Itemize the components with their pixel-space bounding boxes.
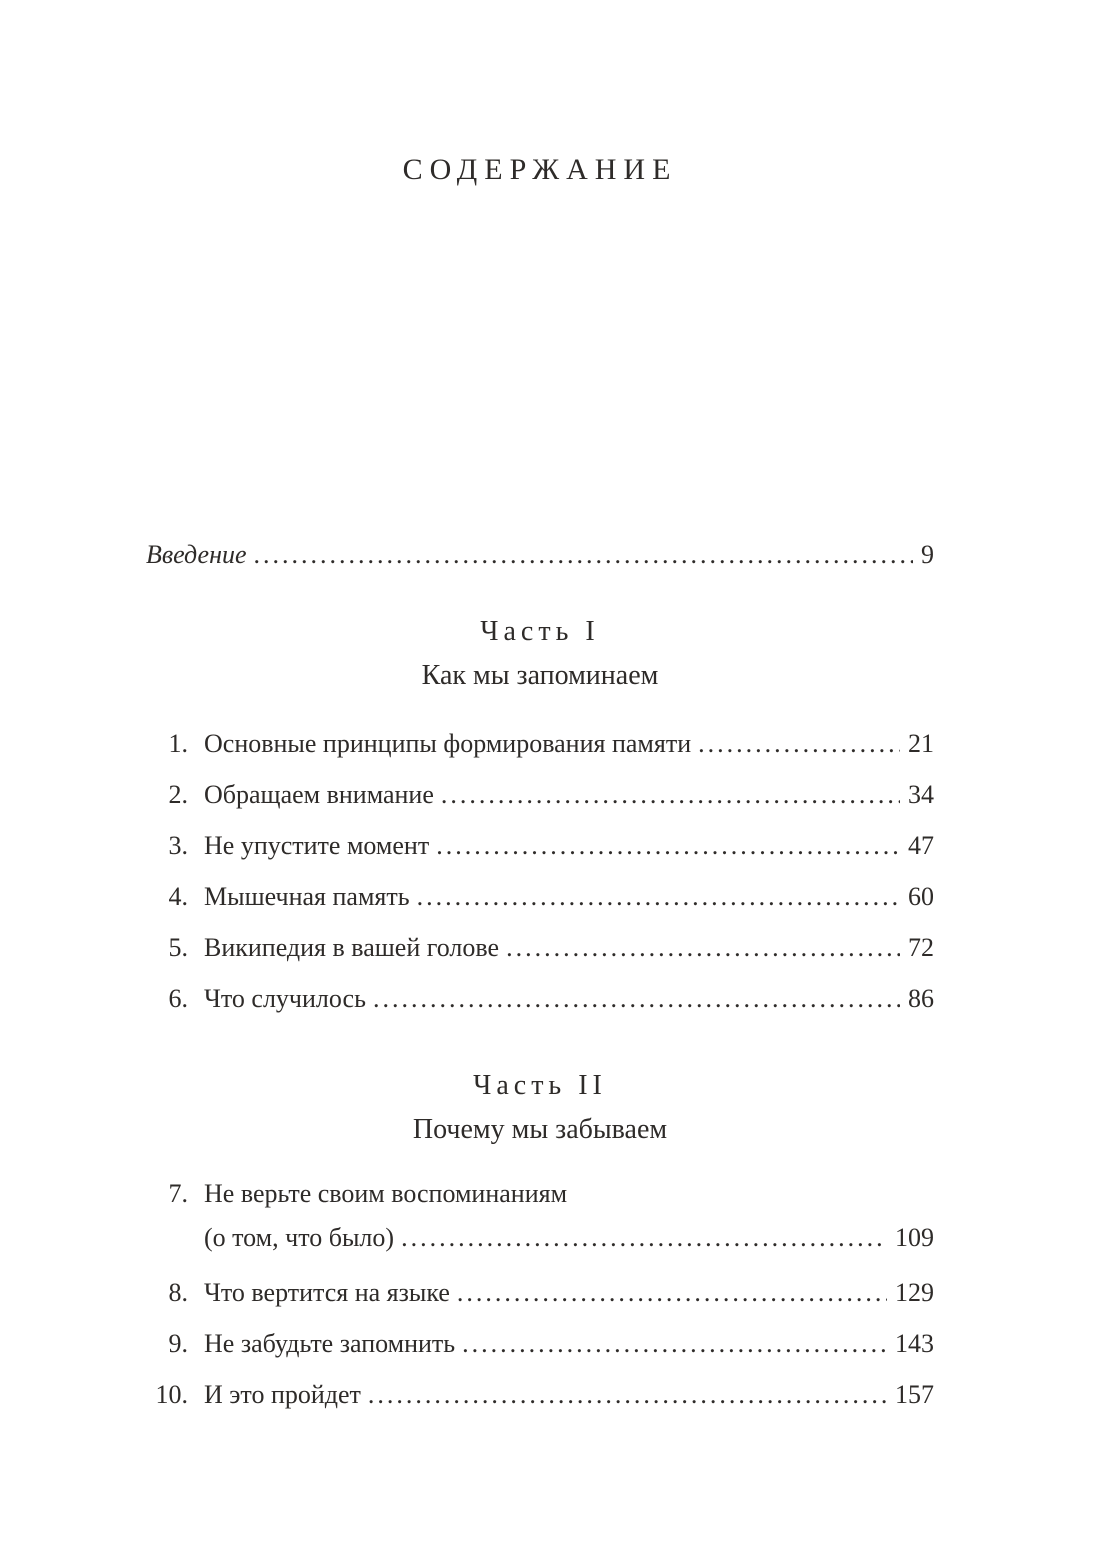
toc-entry [146,820,934,871]
entry-number: 5. [168,933,188,962]
entry-number: 9. [168,1329,188,1358]
dot-leader [457,1267,887,1318]
contents-page [146,0,934,1420]
entry-number: 2. [168,780,188,809]
part-subheading: Почему мы забываем [412,1114,668,1145]
toc-entry [146,871,934,922]
entry-number: 4. [168,882,188,911]
dot-leader [506,922,900,973]
entry-page: 109 [895,1223,934,1252]
contents-title: СОДЕРЖАНИЕ [402,153,678,186]
entry-page: 143 [895,1329,934,1358]
dot-leader [368,1369,887,1420]
toc-entry [146,1318,934,1369]
toc-entry [146,973,934,1024]
part-1-entries [146,718,934,1024]
dot-leader [254,540,913,570]
entry-page: 157 [895,1380,934,1409]
entry-title: И это пройдет [204,1380,361,1409]
toc-entry [146,1172,934,1260]
entry-number: 8. [168,1278,188,1307]
entry-number: 3. [168,831,188,860]
entry-title: Не забудьте запомнить [204,1329,456,1358]
toc-entry [146,1369,934,1420]
entry-page: 47 [908,831,934,860]
entry-number: 7. [168,1179,188,1208]
entry-title-continuation: (о том, что было) [204,1223,395,1252]
entry-title: Мышечная память [204,882,410,911]
part-heading: Часть II [473,1070,607,1101]
dot-leader [436,820,900,871]
part-heading: Часть I [480,616,600,647]
entry-line-2 [146,1216,934,1260]
entry-page: 9 [921,540,934,569]
toc-entry [146,1267,934,1318]
entry-page: 60 [908,882,934,911]
dot-leader [417,871,900,922]
entry-title: Обращаем внимание [204,780,434,809]
part-subheading: Как мы запоминаем [421,660,659,691]
entry-page: 86 [908,984,934,1013]
dot-leader [401,1216,887,1260]
toc-entry [146,718,934,769]
dot-leader [373,973,900,1024]
entry-number: 1. [168,729,188,758]
part-1-header [146,610,934,698]
entry-title: Основные принципы формирования памяти [204,729,692,758]
dot-leader [698,718,900,769]
entry-number: 6. [168,984,188,1013]
entry-title: Не верьте своим воспоминаниям [204,1179,568,1208]
entry-number: 10. [155,1380,188,1409]
dot-leader [462,1318,887,1369]
intro-entry [146,540,934,570]
entry-line-1 [146,1172,934,1216]
entry-title: Что случилось [204,984,366,1013]
entry-page: 34 [908,780,934,809]
toc-entry [146,769,934,820]
entry-page: 21 [908,729,934,758]
entry-title: Что вертится на языке [204,1278,450,1307]
intro-label: Введение [146,540,247,569]
entry-page: 129 [895,1278,934,1307]
part-2-entries [146,1172,934,1420]
dot-leader [441,769,900,820]
entry-title: Википедия в вашей голове [204,933,500,962]
entry-page: 72 [908,933,934,962]
part-2-header [146,1064,934,1152]
entry-title: Не упустите момент [204,831,430,860]
toc-entry [146,922,934,973]
